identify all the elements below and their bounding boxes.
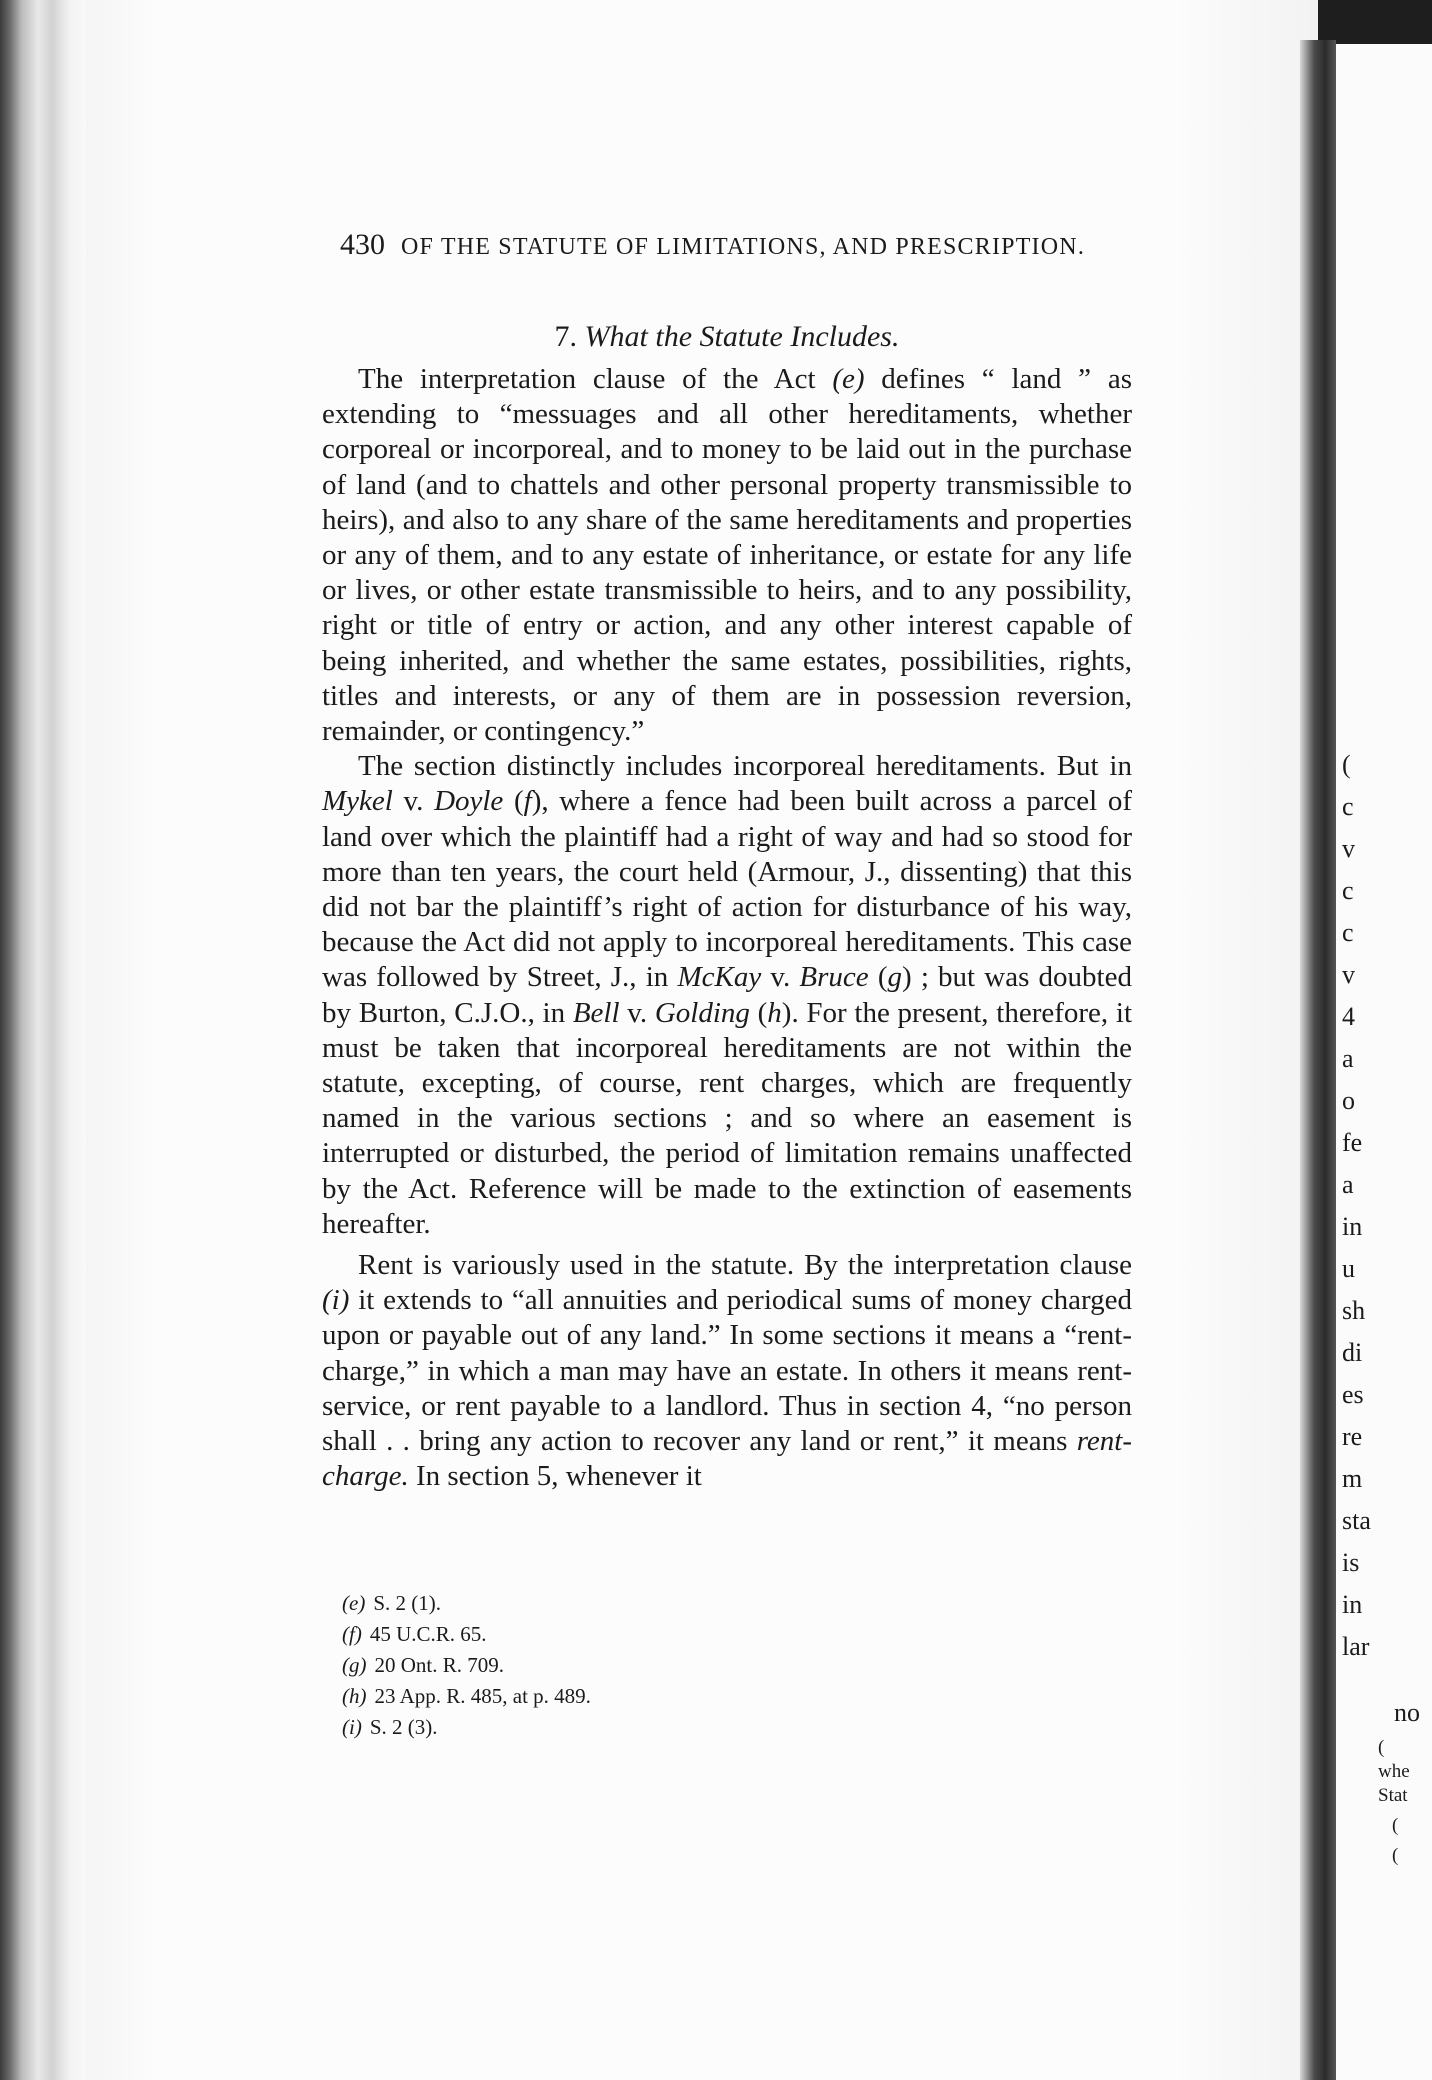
facing-page-note-fragment: ( [1392,1815,1399,1836]
text-run: In section 5, whenever it [408,1460,702,1493]
facing-page-fragment: es [1342,1380,1364,1409]
facing-page-fragment: re [1342,1422,1363,1451]
paragraph-interpretation-clause [322,362,1132,749]
facing-page-fragment: 4 [1342,1002,1355,1031]
paragraph-rent [322,1248,1132,1494]
emphasis: rent-charge. [322,1425,1132,1493]
facing-page-fragment: in [1342,1212,1363,1241]
footnote-ref: (e) [832,363,865,395]
facing-page-fragment: c [1342,918,1354,947]
text-run: v. [392,785,435,818]
page-number: 430 [340,228,385,261]
footnote-mark: (e) [342,1591,366,1615]
facing-page-fragment: u [1342,1254,1355,1283]
text-run: ( [749,996,768,1029]
facing-page-fragment: fe [1342,1128,1363,1157]
text-run: ) ; but was doubted by Burton, C.J.O., in [322,961,1132,1029]
footnote-mark: (g) [342,1653,367,1677]
case-name: Bell [572,996,620,1029]
running-title: OF THE STATUTE OF LIMITATIONS, AND PRESCRIPTION. [401,234,1086,260]
text-run: ( [503,785,524,818]
facing-page-note-fragment: Stat [1378,1785,1408,1806]
facing-page-fragment: sh [1342,1296,1366,1325]
footnote [342,1650,842,1681]
footnote-text: 23 App. R. 485, at p. 489. [374,1684,591,1708]
footnote-ref: g [887,961,902,994]
facing-page-fragment: o [1342,1086,1355,1115]
facing-page-fragment: v [1342,834,1355,863]
section-heading [322,320,1132,354]
footnote [342,1588,842,1619]
facing-page-fragment: v [1342,960,1355,989]
footnote [342,1681,842,1712]
text-run: ). For the present, therefore, it must be taken that incorporeal hereditaments are not within the statute, excepting, of course, rent charges, which are frequently named in the various sections ; and so where an easement is interrupted or disturbed, the period of limitation remains unaffected by the Act. Reference will be made to the extinction of easements hereafter. [322,996,1132,1240]
footnote-ref: f [523,785,532,818]
case-name: Bruce [799,961,869,994]
text-run: ( [868,961,888,994]
page-gutter-shadow [1300,40,1336,2080]
text-run: v. [619,996,655,1029]
footnote-ref: h [767,996,782,1029]
facing-page-fragment: di [1342,1338,1363,1367]
footnote-text: S. 2 (1). [373,1591,441,1615]
facing-page-fragment: in [1342,1590,1363,1619]
footnote [342,1712,842,1743]
facing-page-note-fragment: whe [1378,1761,1410,1782]
facing-page-fragment: is [1342,1548,1360,1577]
footnote-mark: (i) [342,1715,362,1739]
section-title-text: What the Statute Includes. [584,320,900,353]
running-header [340,228,1120,262]
text-run: it extends to “all annuities and periodical sums of money charged upon or payable out of any land.” In some sections it means a “rent-charge,” in which a man may have an estate. In others it means rent-service, or rent payable to a landlord. Thus in section 4, “no person shall . . bring any action to recover any land or rent,” it means [322,1284,1132,1458]
text-run: defines “ land ” as extending to “messuages and all other hereditaments, whether corporeal or incorporeal, and to money to be laid out in the purchase of land (and to chattels and other personal property transmissible to heirs), and also to any share of the same hereditaments and properties or any of them, and to any estate of inheritance, or estate for any life or lives, or other estate transmissible to heirs, and to any possibility, right or title of entry or action, and any other interest capable of being inherited, and whether the same estates, possibilities, rights, titles and interests, or any of them are in possession reversion, remainder, or contingency.” [322,363,1132,748]
text-run: v. [761,961,800,994]
case-name: Mykel [322,785,393,818]
case-name: Doyle [434,785,504,818]
paragraph-incorporeal-hereditaments [322,749,1132,1242]
text-run: The interpretation clause of the Act [358,363,833,395]
body-text [322,362,1132,1495]
case-name: McKay [677,961,762,994]
footnotes [342,1588,842,1743]
book-spine-edge [0,0,88,2080]
footnote-ref: (i) [322,1284,350,1317]
footnote [342,1619,842,1650]
facing-page-fragment: a [1342,1170,1354,1199]
facing-page-edge [1336,44,1432,2080]
footnote-text: S. 2 (3). [369,1715,438,1739]
facing-page-note-fragment: ( [1378,1737,1385,1758]
footnote-mark: (h) [342,1684,367,1708]
facing-page-fragment: ( [1342,750,1351,779]
text-run: ), where a fence had been built across a parcel of land over which the plaintiff had a right of way and had so stood for more than ten years, the court held (Armour, J., dissenting) that this did not bar the plaintiff’s right of action for disturbance of his way, because the Act did not apply to incorporeal hereditaments. This case was followed by Street, J., in [322,785,1132,994]
footnote-mark: (f) [342,1622,362,1646]
facing-page-fragment: no [1394,1698,1420,1727]
facing-page-fragment: c [1342,792,1354,821]
facing-page-note-fragment: ( [1392,1845,1399,1866]
facing-page-fragment: m [1342,1464,1363,1493]
text-run: The section distinctly includes incorporeal hereditaments. But in [358,750,1132,783]
facing-page-fragment: lar [1342,1632,1370,1661]
facing-page-fragment: c [1342,876,1354,905]
text-run: Rent is variously used in the statute. By the interpretation clause [358,1249,1132,1282]
footnote-text: 45 U.C.R. 65. [369,1622,487,1646]
facing-page-fragment: sta [1342,1506,1371,1535]
section-number: 7. [554,320,578,353]
case-name: Golding [654,996,750,1029]
facing-page-fragment: a [1342,1044,1354,1073]
footnote-text: 20 Ont. R. 709. [374,1653,505,1677]
